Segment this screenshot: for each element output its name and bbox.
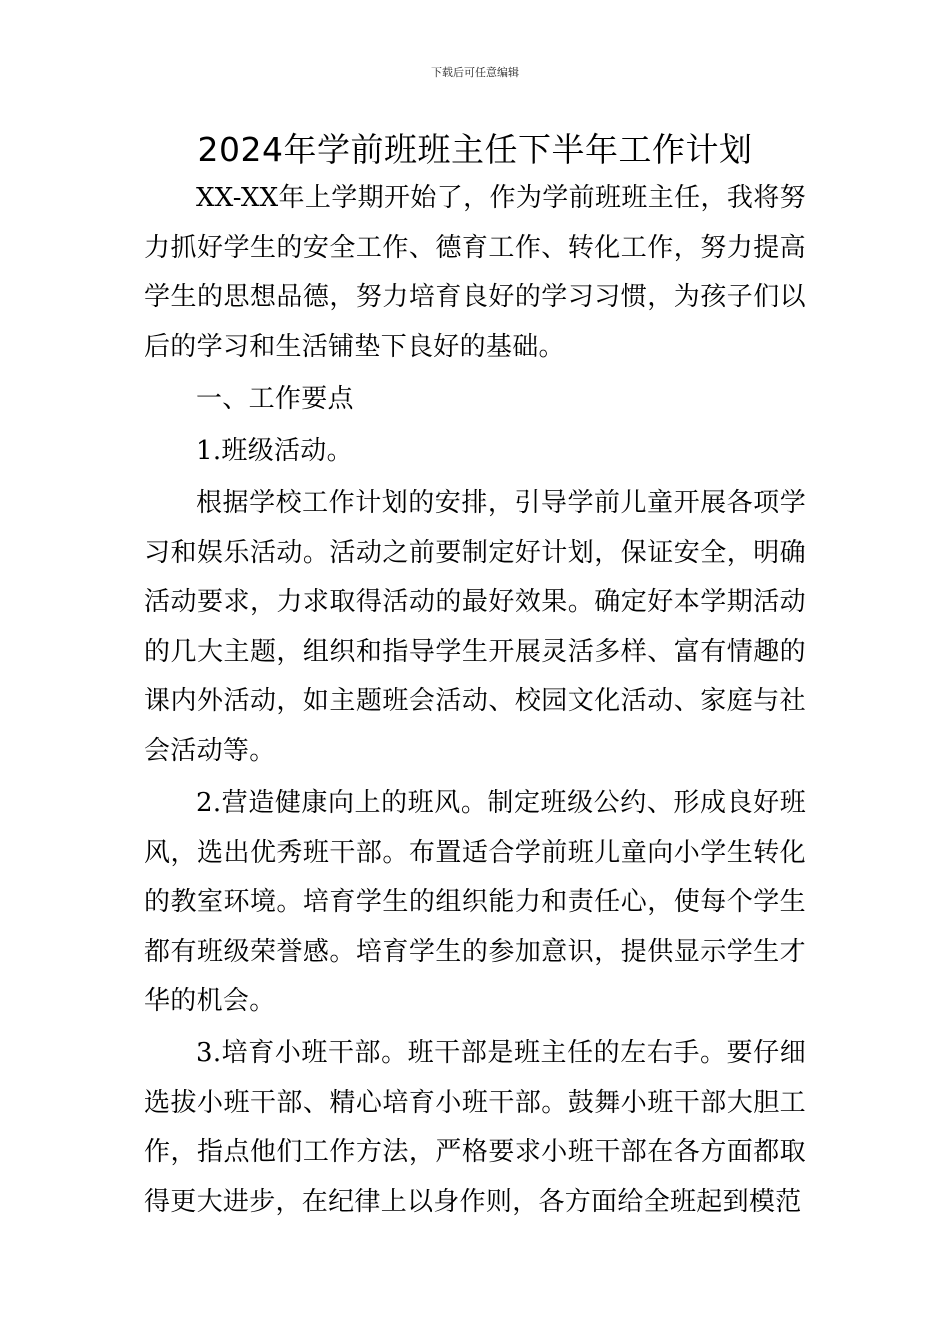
header-note: 下载后可任意编辑 bbox=[431, 66, 519, 79]
document-body bbox=[144, 174, 806, 1230]
item-heading-class-activities: 1.班级活动。 bbox=[196, 436, 353, 467]
paragraph-class-activities: 根据学校工作计划的安排，引导学前儿童开展各项学习和娱乐活动。活动之前要制定好计划，保证安全，明确活动要求，力求取得活动的最好效果。确定好本学期活动的几大主题，组织和指导学生开展灵活多样、富有情趣的课内外活动，如主题班会活动、校园文化活动、家庭与社会活动等。 bbox=[144, 488, 806, 766]
paragraph-class-cadres: 3.培育小班干部。班干部是班主任的左右手。要仔细选拔小班干部、精心培育小班干部。鼓舞小班干部大胆工作，指点他们工作方法，严格要求小班干部在各方面都取得更大进步，在纪律上以身作则，各方面给全班起到模范 bbox=[144, 1038, 806, 1217]
document-title: 2024年学前班班主任下半年工作计划 bbox=[197, 130, 753, 169]
paragraph-class-spirit: 2.营造健康向上的班风。制定班级公约、形成良好班风，选出优秀班干部。布置适合学前班儿童向小学生转化的教室环境。培育学生的组织能力和责任心，使每个学生都有班级荣誉感。培育学生的参加意识，提供显示学生才华的机会。 bbox=[144, 788, 806, 1017]
section-heading-work-points: 一、工作要点 bbox=[196, 383, 354, 414]
paragraph-intro: XX-XX年上学期开始了，作为学前班班主任，我将努力抓好学生的安全工作、德育工作、转化工作，努力提高学生的思想品德，努力培育良好的学习习惯，为孩子们以后的学习和生活铺垫下良好的基础。 bbox=[144, 183, 806, 362]
